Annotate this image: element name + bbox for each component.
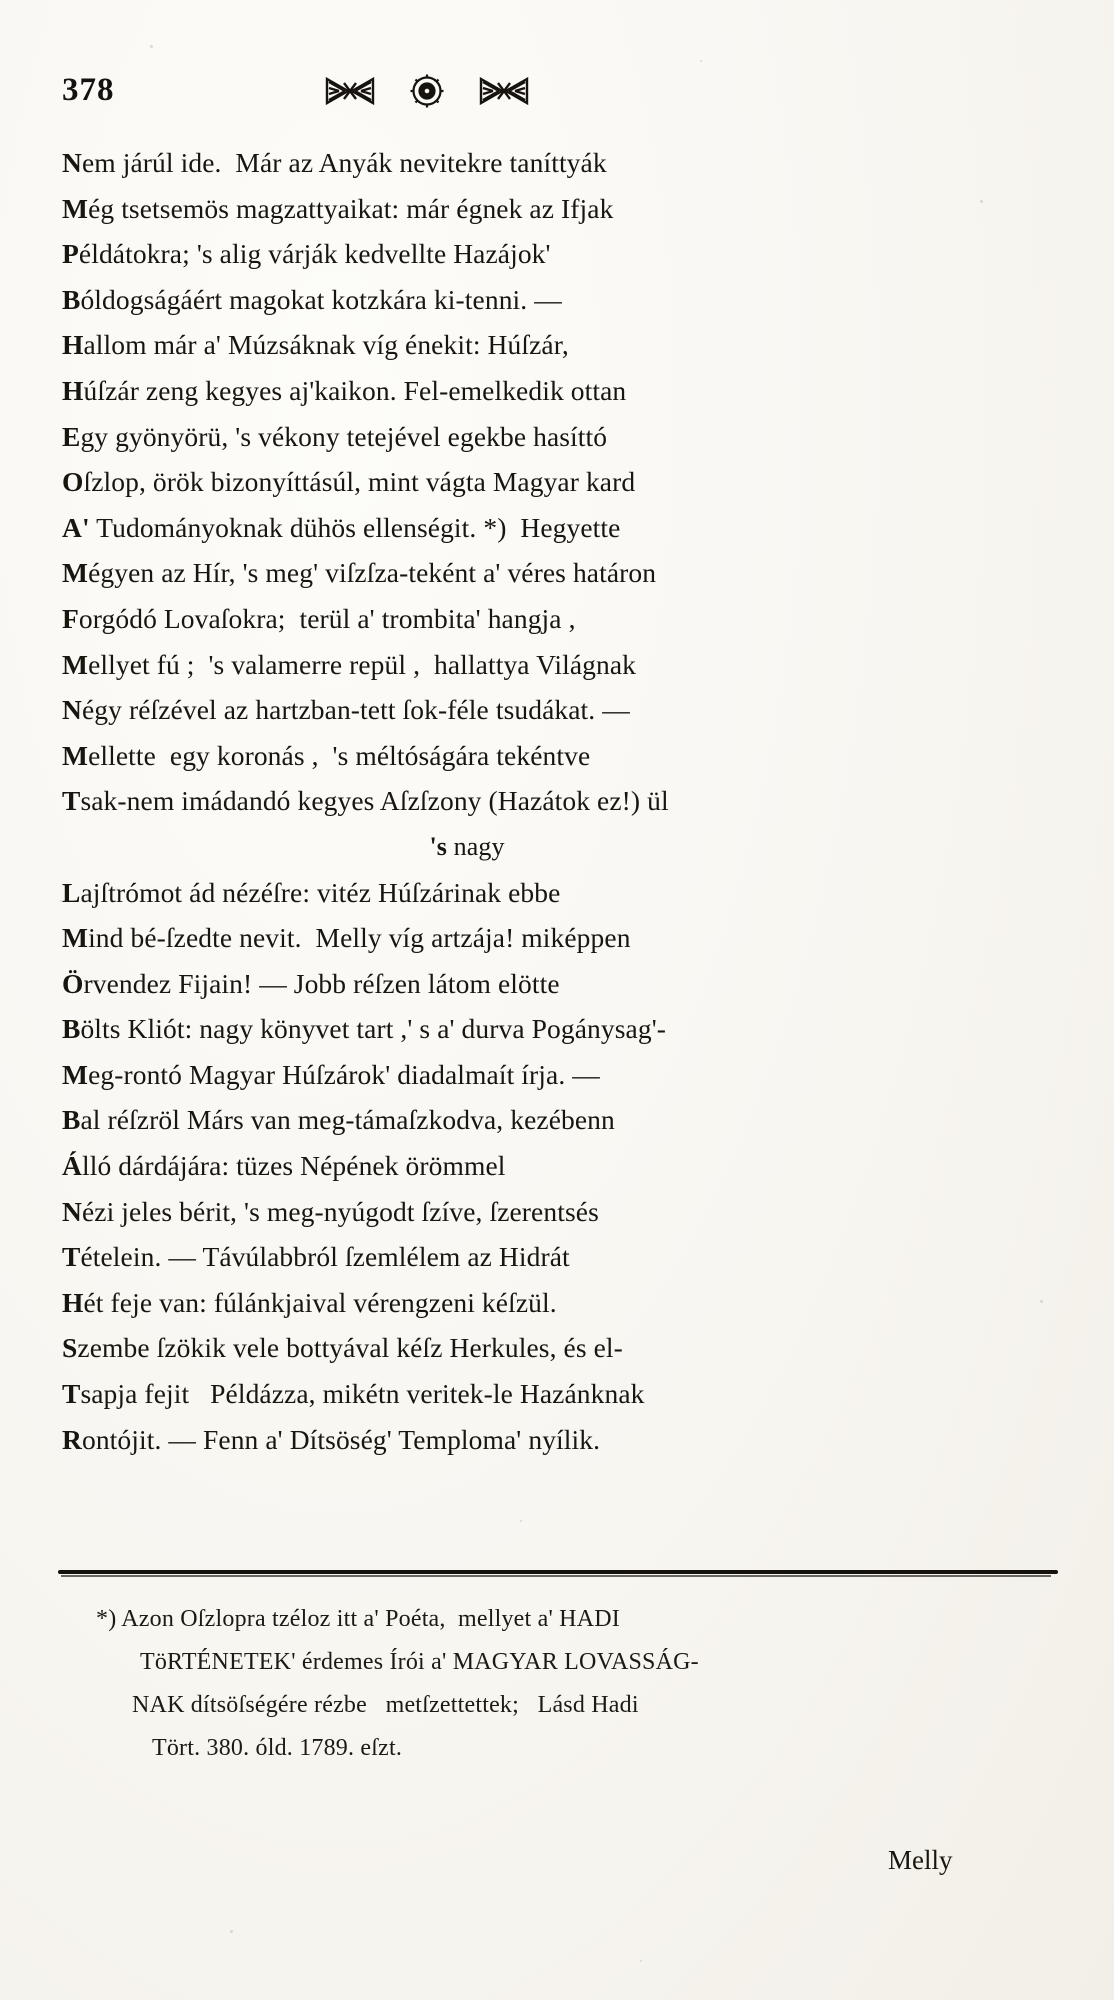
poem-body bbox=[62, 140, 1062, 1462]
poem-line: Négy réſzével az hartzban-tett ſok-féle tsudákat. — bbox=[62, 694, 630, 726]
poem-line: Örvendez Fijain! — Jobb réſzen látom elötte bbox=[62, 967, 560, 999]
footnote-rule bbox=[58, 1570, 1058, 1577]
paper-speck bbox=[520, 1520, 522, 1522]
poem-line: Húſzár zeng kegyes aj'kaikon. Fel-emelkedik ottan bbox=[62, 374, 627, 406]
poem-line: Példátokra; 's alig várják kedvellte Hazájok' bbox=[62, 238, 551, 270]
paper-speck bbox=[1040, 1300, 1043, 1303]
poem-line: Nézi jeles bérit, 's meg-nyúgodt ſzíve, ſzerentsés bbox=[62, 1195, 599, 1227]
paper-speck bbox=[700, 60, 702, 62]
poem-line: Mégyen az Hír, 's meg' viſzſza-teként a' véres határon bbox=[62, 557, 657, 589]
ornament-hatched-diamond-left bbox=[324, 74, 376, 113]
ornament-hatched-diamond-right bbox=[478, 74, 530, 113]
paper-speck bbox=[230, 1930, 233, 1933]
paper-speck bbox=[640, 1960, 642, 1962]
footnote-line: NAK dítsöſségére rézbe metſzettettek; Lásd Hadi bbox=[132, 1692, 639, 1718]
poem-line: Hét feje van: fúlánkjaival vérengzeni kéſzül. bbox=[62, 1286, 557, 1318]
poem-line: Szembe ſzökik vele bottyával kéſz Herkules, és el- bbox=[62, 1332, 623, 1364]
poem-line: Forgódó Lovaſokra; terül a' trombita' hangja , bbox=[62, 602, 576, 634]
poem-line: Meg-rontó Magyar Húſzárok' diadalmaít írja. — bbox=[62, 1058, 600, 1090]
catchword: Melly bbox=[888, 1845, 953, 1875]
poem-line: Bal réſzröl Márs van meg-támaſzkodva, kezébenn bbox=[62, 1104, 615, 1136]
poem-line: Bölts Kliót: nagy könyvet tart ,' s a' durva Pogánysag'- bbox=[62, 1013, 667, 1045]
poem-line: Mellyet fú ; 's valamerre repül , hallattya Világnak bbox=[62, 648, 637, 680]
poem-line: Tételein. — Távúlabbról ſzemlélem az Hidrát bbox=[62, 1241, 570, 1273]
poem-line: Lajſtrómot ád nézéſre: vitéz Húſzárinak ebbe bbox=[62, 876, 561, 908]
poem-line: Rontójit. — Fenn a' Dítsöség' Temploma' nyílik. bbox=[62, 1423, 601, 1455]
poem-line: Mind bé-ſzedte nevit. Melly víg artzája! miképpen bbox=[62, 922, 631, 954]
paper-speck bbox=[150, 45, 153, 48]
footnote-line: Tört. 380. óld. 1789. eſzt. bbox=[152, 1735, 403, 1761]
poem-line: Még tsetsemös magzattyaikat: már égnek az Ifjak bbox=[62, 192, 614, 224]
rule-thick bbox=[58, 1570, 1058, 1574]
footnote-line: TöRTÉNETEK' érdemes Írói a' MAGYAR LOVASSÁG- bbox=[140, 1649, 699, 1675]
paper-speck bbox=[60, 900, 62, 902]
page-number: 378 bbox=[62, 72, 115, 108]
paper-speck bbox=[980, 200, 983, 203]
poem-line: Mellette egy koronás , 's méltóságára tekéntve bbox=[62, 739, 591, 771]
footnote-line: *) Azon Oſzlopra tzéloz itt a' Poéta, mellyet a' HADI bbox=[96, 1606, 620, 1632]
footnote-block bbox=[96, 1598, 1046, 1770]
page-header bbox=[62, 70, 702, 126]
poem-line: A' Tudományoknak dühös ellenségit. *) Hegyette bbox=[62, 511, 621, 543]
poem-line: Tsak-nem imádandó kegyes Aſzſzony (Hazátok ez!) ül bbox=[62, 785, 669, 817]
poem-line-centered: 's nagy bbox=[429, 831, 505, 861]
poem-line: Álló dárdájára: tüzes Népének örömmel bbox=[62, 1150, 506, 1182]
poem-line: Bóldogságáért magokat kotzkára ki-tenni. — bbox=[62, 283, 562, 315]
ornament-rosette bbox=[406, 70, 448, 117]
rule-thin bbox=[61, 1575, 1051, 1577]
poem-line: Tsapja fejit Példázza, mikétn veritek-le Hazánknak bbox=[62, 1378, 645, 1410]
poem-line: Nem járúl ide. Már az Anyák nevitekre taníttyák bbox=[62, 147, 607, 178]
poem-line: Oſzlop, örök bizonyíttásúl, mint vágta Magyar kard bbox=[62, 466, 636, 498]
poem-line: Egy gyönyörü, 's vékony tetejével egekbe hasíttó bbox=[62, 420, 608, 452]
poem-line: Hallom már a' Múzsáknak víg énekit: Húſzár, bbox=[62, 329, 569, 361]
ornament-row bbox=[324, 70, 530, 117]
